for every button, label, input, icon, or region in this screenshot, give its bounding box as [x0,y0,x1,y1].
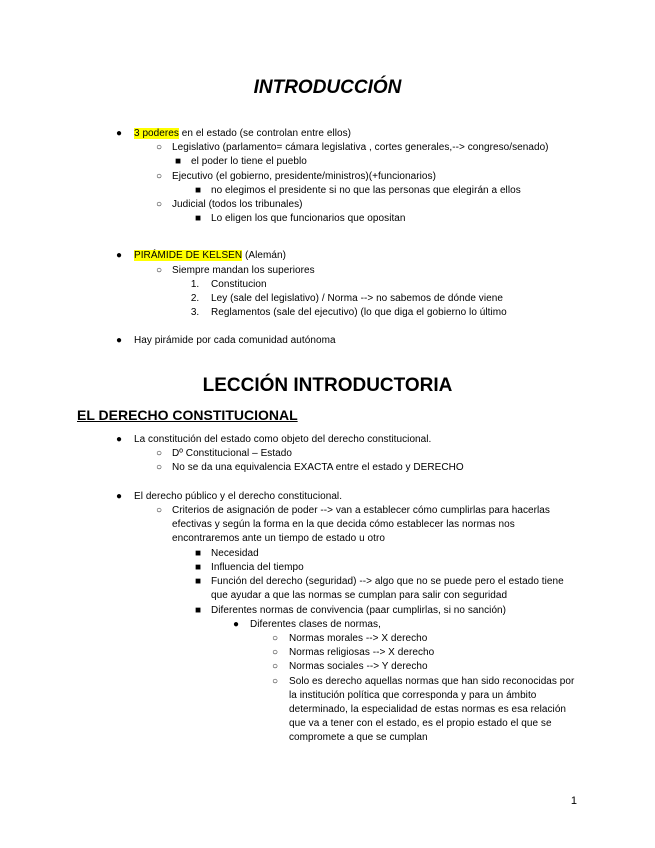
list-item: Normas sociales --> Y derecho [289,661,428,672]
list-item: Legislativo (parlamento= cámara legislativa , cortes generales,--> congreso/senado) [172,142,549,153]
list-number: 1. [190,279,200,290]
bullet-circle: ○ [155,505,163,516]
highlight-text: 3 poderes [134,128,179,139]
list-item: Reglamentos (sale del ejecutivo) (lo que diga el gobierno lo último [211,307,507,318]
list-item: Constitucion [211,279,267,290]
bullet-disc: ● [232,619,240,630]
bullet-circle: ○ [155,171,163,182]
list-item: 3 poderes en el estado (se controlan entre ellos) [134,128,352,139]
bullet-square: ■ [194,185,202,196]
bullet-disc: ● [115,250,123,261]
list-item: el poder lo tiene el pueblo [191,156,307,167]
list-item: No se da una equivalencia EXACTA entre el estado y DERECHO [172,462,464,473]
list-item: no elegimos el presidente si no que las personas que elegirán a ellos [211,185,521,196]
bullet-square: ■ [194,213,202,224]
list-item: La constitución del estado como objeto del derecho constitucional. [134,434,432,445]
list-item: Necesidad [211,548,259,559]
list-item: Judicial (todos los tribunales) [172,199,303,210]
highlight-text: PIRÁMIDE DE KELSEN [134,250,243,261]
list-item: Diferentes normas de convivencia (paar cumplirlas, si no sanción) [211,605,507,616]
list-item: Lo eligen los que funcionarios que opositan [211,213,406,224]
section-subtitle: EL DERECHO CONSTITUCIONAL [77,407,298,423]
bullet-square: ■ [174,156,182,167]
bullet-disc: ● [115,335,123,346]
bullet-circle: ○ [271,661,279,672]
bullet-square: ■ [194,576,202,587]
bullet-circle: ○ [155,462,163,473]
bullet-circle: ○ [271,633,279,644]
list-item: Dº Constitucional – Estado [172,448,293,459]
bullet-circle: ○ [155,448,163,459]
bullet-circle: ○ [155,199,163,210]
bullet-square: ■ [194,605,202,616]
list-item: Influencia del tiempo [211,562,304,573]
page-number: 1 [570,795,577,807]
list-item: Normas religiosas --> X derecho [289,647,435,658]
list-item: Siempre mandan los superiores [172,265,315,276]
list-item: Criterios de asignación de poder --> van a establecer cómo cumplirlas para hacerlas efectivas y según la forma en la que decida cómo establecer las normas nos encontraremos ante un tiempo de estado u otro [172,505,550,544]
intro-title: INTRODUCCIÓN [253,77,402,98]
list-item: Normas morales --> X derecho [289,633,428,644]
leccion-title: LECCIÓN INTRODUCTORIA [202,375,453,396]
bullet-circle: ○ [271,676,279,687]
bullet-disc: ● [115,434,123,445]
list-item: Ejecutivo (el gobierno, presidente/ministros)(+funcionarios) [172,171,436,182]
bullet-disc: ● [115,491,123,502]
bullet-circle: ○ [271,647,279,658]
list-item: Hay pirámide por cada comunidad autónoma [134,335,336,346]
list-item: Solo es derecho aquellas normas que han sido reconocidas por la institución política que corresponda y para un ámbito determinado, la especialidad de estas normas es esa relación que va a tener con el estado, es el propio estado el que se compromete a que se cumplan [289,676,575,743]
list-number: 3. [190,307,200,318]
list-item: Diferentes clases de normas, [250,619,381,630]
bullet-square: ■ [194,562,202,573]
bullet-square: ■ [194,548,202,559]
list-item: PIRÁMIDE DE KELSEN (Alemán) [134,250,286,261]
bullet-circle: ○ [155,265,163,276]
bullet-circle: ○ [155,142,163,153]
list-number: 2. [190,293,200,304]
list-item: Función del derecho (seguridad) --> algo que no se puede pero el estado tiene que ayudar a que las normas se cumplan para salir con seguridad [211,576,564,601]
list-item: Ley (sale del legislativo) / Norma --> no sabemos de dónde viene [211,293,503,304]
bullet-disc: ● [115,128,123,139]
list-item: El derecho público y el derecho constitucional. [134,491,343,502]
